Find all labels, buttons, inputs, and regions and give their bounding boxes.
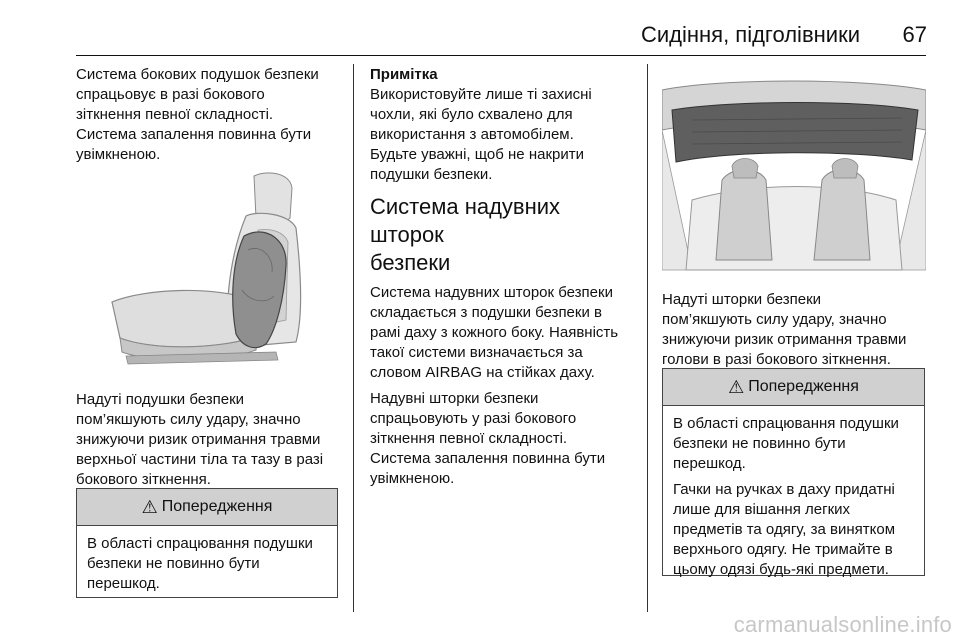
- text-line: безпеки не повинно бути: [673, 435, 846, 452]
- text-line: Надуті подушки безпеки: [76, 391, 245, 408]
- warning-box-2: [662, 368, 925, 576]
- warning-triangle-icon: ⚠: [728, 376, 745, 397]
- text-line: знижуючи ризик отримання травми: [76, 431, 321, 448]
- text-line: голови в разі бокового зіткнення.: [662, 351, 891, 368]
- text-line: знижуючи ризик отримання травми: [662, 331, 907, 348]
- text-line: перешкод.: [673, 455, 746, 472]
- text-line: В області спрацювання подушки: [673, 415, 899, 432]
- text-line: увімкненою.: [370, 470, 455, 487]
- curtain-airbag-caption: [662, 290, 932, 370]
- header-divider: [76, 55, 926, 56]
- page-number: 67: [902, 22, 927, 47]
- warning-header: [663, 369, 924, 406]
- text-line: Система надувних шторок безпеки: [370, 284, 613, 301]
- text-fragment: словом: [370, 364, 422, 381]
- note-block: [370, 65, 638, 185]
- text-line: бокового зіткнення.: [76, 471, 211, 488]
- text-line: Система запалення повинна бути: [370, 450, 606, 467]
- seat-airbag-illustration: [76, 170, 338, 375]
- text-line: рамі даху з кожного боку. Наявність: [370, 324, 619, 341]
- curtain-airbag-paragraph-1: [370, 283, 638, 383]
- text-line: використання з автомобілем.: [370, 126, 574, 143]
- text-line: пом’якшують силу удару, значно: [662, 311, 887, 328]
- airbag-word: AIRBAG: [425, 364, 483, 381]
- text-line: подушки безпеки.: [370, 166, 493, 183]
- heading-line: Система надувних шторок: [370, 194, 561, 247]
- column-1: [76, 65, 342, 165]
- column-divider-1: [353, 64, 354, 612]
- text-line: зіткнення певної складності.: [76, 106, 274, 123]
- text-line: Надуті шторки безпеки: [662, 291, 822, 308]
- side-airbag-caption: [76, 390, 346, 490]
- text-line: Система запалення повинна бути: [76, 126, 312, 143]
- warning-triangle-icon: ⚠: [141, 496, 158, 517]
- text-line: безпеки не повинно бути: [87, 555, 260, 572]
- note-title: Примітка: [370, 66, 438, 83]
- text-line: верхньої частини тіла та тазу в разі: [76, 451, 324, 468]
- text-line: увімкненою.: [76, 146, 161, 163]
- text-line: цьому одязі будь-які предмети.: [673, 561, 889, 578]
- text-line: спрацьовують у разі бокового: [370, 410, 577, 427]
- text-fragment: на стійках даху.: [486, 364, 595, 381]
- heading-line: безпеки: [370, 250, 451, 275]
- text-line: Гачки на ручках в даху придатні: [673, 481, 895, 498]
- watermark: carmanualsonline.info: [733, 612, 952, 637]
- text-line: пом’якшують силу удару, значно: [76, 411, 301, 428]
- section-heading: [370, 193, 638, 277]
- text-line: Будьте уважні, щоб не накрити: [370, 146, 584, 163]
- text-line: предметів та одягу, за винятком: [673, 521, 896, 538]
- column-2: [370, 65, 638, 489]
- text-line: перешкод.: [87, 575, 160, 592]
- text-line: складається з подушки безпеки в: [370, 304, 602, 321]
- warning-body: [77, 526, 337, 600]
- warning-title: Попередження: [748, 378, 859, 395]
- text-line: чохли, які було схвалено для: [370, 106, 573, 123]
- column-divider-2: [647, 64, 648, 612]
- text-line: Використовуйте лише ті захисні: [370, 86, 592, 103]
- text-line: спрацьовує в разі бокового: [76, 86, 265, 103]
- page-header-title: Сидіння, підголівники: [640, 22, 860, 47]
- text-line: Система бокових подушок безпеки: [76, 66, 319, 83]
- side-airbag-intro: [76, 65, 342, 165]
- warning-body: [663, 406, 924, 592]
- warning-header: [77, 489, 337, 526]
- text-line: зіткнення певної складності.: [370, 430, 568, 447]
- text-line: Надувні шторки безпеки: [370, 390, 539, 407]
- text-line: верхнього одягу. Не тримайте в: [673, 541, 893, 558]
- warning-box-1: [76, 488, 338, 598]
- text-line: В області спрацювання подушки: [87, 535, 313, 552]
- text-line: [370, 363, 638, 383]
- curtain-airbag-paragraph-2: [370, 389, 638, 489]
- text-line: такої системи визначається за: [370, 344, 583, 361]
- warning-title: Попередження: [161, 498, 273, 515]
- curtain-airbag-illustration: [662, 70, 926, 276]
- text-line: лише для вішання легких: [673, 501, 851, 518]
